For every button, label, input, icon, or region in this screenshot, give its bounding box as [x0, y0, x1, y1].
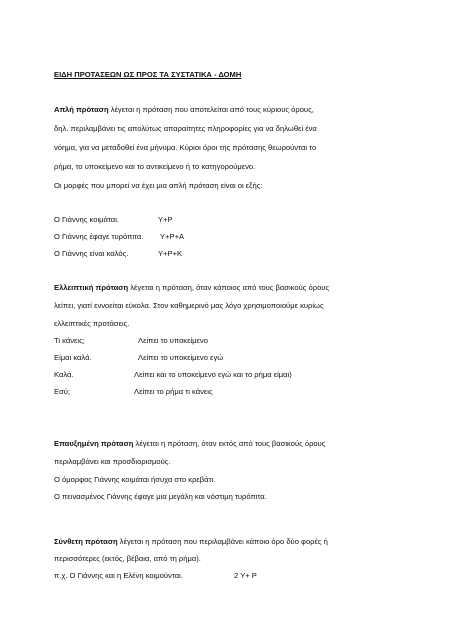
compound-example-code: 2 Υ+ Ρ	[234, 571, 257, 580]
expanded-example-1: Ο όμορφος Γιάννης κοιμάται ήσυχα στο κρεβάτι.	[54, 475, 216, 484]
simple-paragraph-line-5: Οι μορφές που μπορεί να έχει μια απλή πρόταση είναι οι εξής:	[54, 181, 263, 190]
elliptical-paragraph-line-1	[54, 283, 329, 293]
simple-example-1: Ο Γιάννης κοιμάται.	[54, 215, 119, 224]
elliptical-definition-start: λέγεται η πρόταση, όταν κάποιος από τους βασικούς όρους	[128, 283, 330, 292]
expanded-definition-start: λέγεται η πρόταση, όταν εκτός από τους βασικούς όρους	[133, 439, 326, 448]
document-title: ΕΙΔΗ ΠΡΟΤΑΣΕΩΝ ΩΣ ΠΡΟΣ ΤΑ ΣΥΣΤΑΤΙΚΑ - ΔΟΜΗ	[54, 70, 242, 79]
elliptical-example-1-note: Λείπει το υποκείμενο	[138, 336, 208, 345]
elliptical-example-3-note: Λείπει και το υποκείμενο εγώ και το ρήμα είμαι)	[134, 370, 292, 379]
simple-paragraph-line-1	[54, 105, 314, 115]
compound-definition-start: λέγεται η πρόταση που περιλαμβάνει κάποιο όρο δύο φορές ή	[117, 537, 328, 546]
elliptical-paragraph-line-3: ελλειπτικές προτάσεις.	[54, 319, 130, 328]
elliptical-term: Ελλειπτική πρόταση	[54, 283, 129, 292]
simple-definition-start: λέγεται η πρόταση που αποτελείται από τους κύριους όρους,	[108, 105, 314, 114]
simple-example-2-code: Υ+Ρ+Α	[160, 232, 185, 241]
elliptical-example-2: Είμαι καλά.	[54, 353, 92, 362]
expanded-example-2: Ο πεινασμένος Γιάννης έφαγε μια μεγάλη και νόστιμη τυρόπιτα.	[54, 492, 267, 501]
elliptical-paragraph-line-2: λείπει, γιατί εννοείται εύκολα. Στον καθημερινό μας λόγο χρησιμοποιούμε κυρίως	[54, 301, 324, 310]
simple-paragraph-line-4: ρήμα, το υποκείμενο και το αντικείμενο ή το κατηγορούμενο.	[54, 162, 256, 171]
simple-example-3-code: Υ+Ρ+Κ	[158, 249, 183, 258]
elliptical-example-4-note: Λείπει το ρήμα τι κάνεις	[134, 387, 213, 396]
expanded-term: Επαυξημένη πρόταση	[54, 439, 134, 448]
simple-example-3: Ο Γιάννης είναι καλός.	[54, 249, 129, 258]
expanded-paragraph-line-2: περιλαμβάνει και προσδιορισμούς.	[54, 457, 171, 466]
compound-term: Σύνθετη πρόταση	[54, 537, 118, 546]
expanded-paragraph-line-1	[54, 439, 325, 449]
compound-example: π.χ. Ο Γιάννης και η Ελένη κοιμούνται.	[54, 571, 183, 580]
elliptical-example-3: Καλά.	[54, 370, 74, 379]
elliptical-example-4: Εσύ;	[54, 387, 71, 396]
elliptical-example-2-note: Λείπει το υποκείμενο εγώ	[138, 353, 224, 362]
elliptical-example-1: Τι κάνεις;	[54, 336, 85, 345]
compound-paragraph-line-2: περισσότερες (εκτός, βέβαια, από τη ρήμα).	[54, 554, 201, 563]
simple-paragraph-line-3: νόημα, για να μεταδοθεί ένα μήνυμα. Κύριοι όροι της πρότασης θεωρούνται το	[54, 143, 317, 152]
simple-paragraph-line-2: δηλ. περιλαμβάνει τις απολύτως απαραίτητες πληροφορίες για να δηλωθεί ένα	[54, 124, 317, 133]
simple-example-2: Ο Γιάννης έφαγε τυρόπιτα.	[54, 232, 144, 241]
simple-example-1-code: Υ+Ρ	[158, 215, 173, 224]
simple-term: Απλή πρόταση	[54, 105, 109, 114]
compound-paragraph-line-1	[54, 537, 328, 547]
